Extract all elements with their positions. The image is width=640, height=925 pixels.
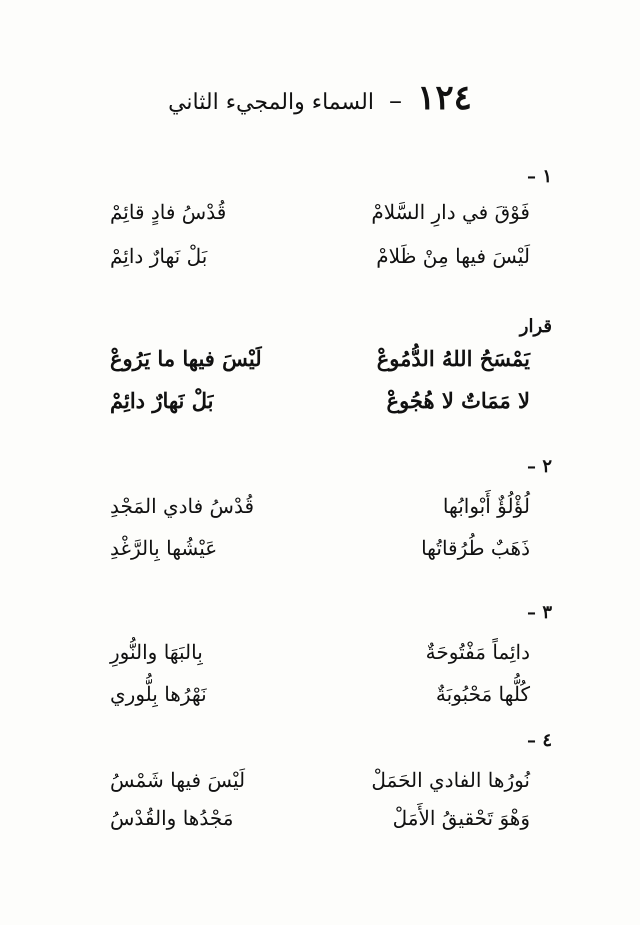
hemistich-second: قُدْسُ فادي المَجْدِ [110,494,255,518]
verse-line [110,682,530,706]
hemistich-second: لَيْسَ فيها شَمْسُ [110,768,246,792]
hemistich-second: مَجْدُها والقُدْسُ [110,806,234,830]
section-label: ١ – [527,166,552,187]
verse-line [110,494,530,518]
hemistich-second: بِالبَهَا والنُّورِ [110,640,203,664]
verse-line [110,346,530,371]
hemistich-second: لَيْسَ فيها ما يَرُوعْ [110,346,262,371]
hemistich-first: وَهْوَ تَحْقيقُ الأَمَلْ [392,806,530,830]
page-header [0,78,640,118]
header-dash: – [389,86,403,116]
hemistich-second: بَلْ نَهارٌ دائِمْ [110,388,214,413]
verse-line [110,388,530,413]
verse-line [110,640,530,664]
verse-line [110,244,530,268]
verse-line [110,536,530,560]
page-number: ١٢٤ [417,78,472,118]
hemistich-first: لَيْسَ فيها مِنْ ظَلامْ [376,244,530,268]
section-label: ٢ – [527,456,552,477]
hemistich-second: نَهْرُها بِلُّوري [110,682,207,706]
page-title: السماء والمجيء الثاني [168,90,374,115]
verse-line [110,200,530,224]
refrain-label: قرار [519,316,552,337]
hemistich-second: بَلْ نَهارٌ دائِمْ [110,244,208,268]
hemistich-first: يَمْسَحُ اللهُ الدُّمُوعْ [376,346,530,371]
hemistich-first: لُؤْلُؤٌ أَبْوابُها [442,494,530,518]
hemistich-first: فَوْقَ في دارِ السَّلامْ [371,200,530,224]
section-label: ٣ – [527,602,552,623]
section-label: ٤ – [527,730,552,751]
hemistich-first: نُورُها الفادي الحَمَلْ [371,768,530,792]
hemistich-second: عَيْشُها بِالرَّغْدِ [110,536,218,560]
hemistich-second: قُدْسُ فادٍ قائِمْ [110,200,227,224]
hemistich-first: لا مَمَاتٌ لا هُجُوعْ [386,388,530,413]
hemistich-first: دائِماً مَفْتُوحَةٌ [425,640,530,664]
hemistich-first: ذَهَبٌ طُرُقاتُها [421,536,530,560]
hemistich-first: كُلُّها مَحْبُوبَةٌ [435,682,530,706]
verse-line [110,806,530,830]
verse-line [110,768,530,792]
